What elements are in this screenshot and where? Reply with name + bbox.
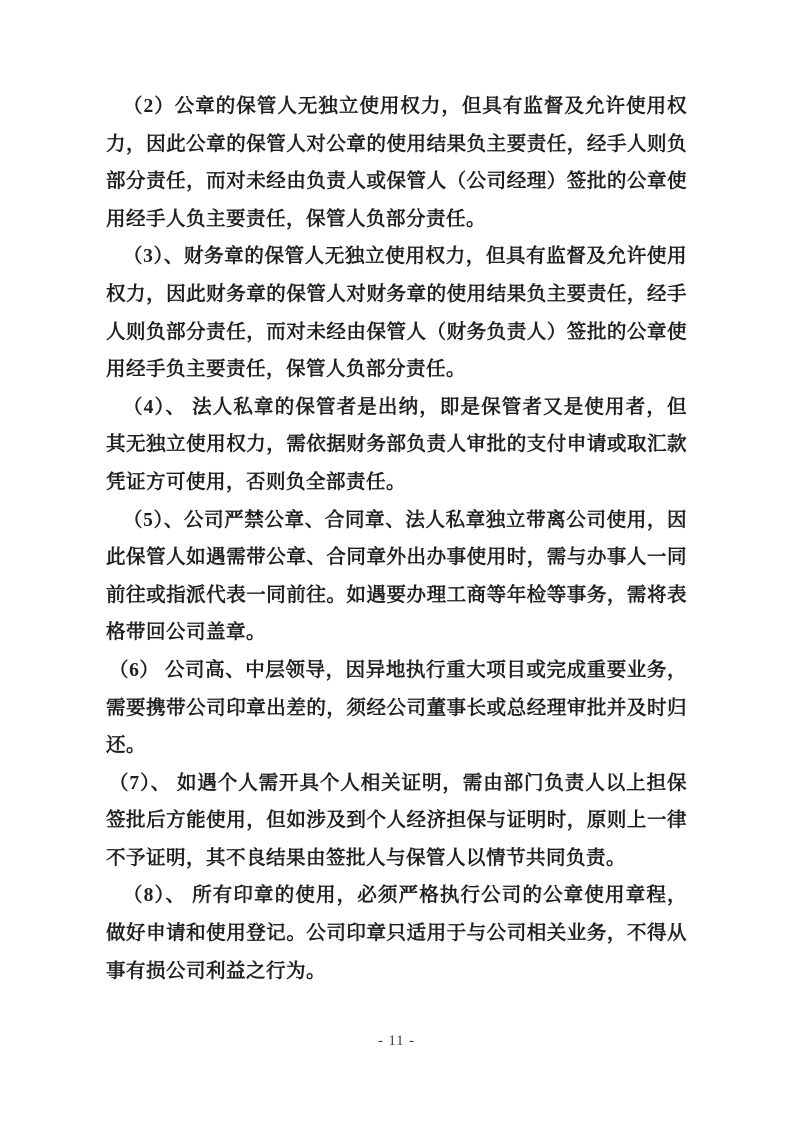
page-footer xyxy=(0,1032,793,1050)
paragraph-item-7: （7）、 如遇个人需开具个人相关证明，需由部门负责人以上担保签批后方能使用，但如涉及到个人经济担保与证明时，原则上一律不予证明，其不良结果由签批人与保管人以情节共同负责。 xyxy=(106,772,687,869)
paragraph-item-6: （6） 公司高、中层领导，因异地执行重大项目或完成重要业务，需要携带公司印章出差的，须经公司董事长或总经理审批并及时归还。 xyxy=(106,659,687,757)
page-number: - 11 - xyxy=(378,1033,415,1049)
paragraph-item-5: （5）、公司严禁公章、合同章、法人私章独立带离公司使用，因此保管人如遇需带公章、合同章外出办事使用时，需与办事人一同前往或指派代表一同前往。如遇要办理工商等年检等事务，需将表格带回公司盖章。 xyxy=(106,509,687,644)
paragraph-item-4: （4）、 法人私章的保管者是出纳，即是保管者又是使用者，但其无独立使用权力，需依据财务部负责人审批的支付申请或取汇款凭证方可使用，否则负全部责任。 xyxy=(106,396,687,493)
paragraph-item-8: （8）、 所有印章的使用，必须严格执行公司的公章使用章程，做好申请和使用登记。公司印章只适用于与公司相关业务，不得从事有损公司利益之行为。 xyxy=(106,885,687,982)
paragraph-item-3: （3）、财务章的保管人无独立使用权力，但具有监督及允许使用权力，因此财务章的保管人对财务章的使用结果负主要责任，经手人则负部分责任，而对未经由保管人（财务负责人）签批的公章使用经手负主要责任，保管人负部分责任。 xyxy=(106,246,687,381)
document-body xyxy=(106,88,687,990)
paragraph-item-2: （2）公章的保管人无独立使用权力，但具有监督及允许使用权力，因此公章的保管人对公章的使用结果负主要责任，经手人则负部分责任，而对未经由负责人或保管人（公司经理）签批的公章使用经手人负主要责任，保管人负部分责任。 xyxy=(106,96,687,230)
